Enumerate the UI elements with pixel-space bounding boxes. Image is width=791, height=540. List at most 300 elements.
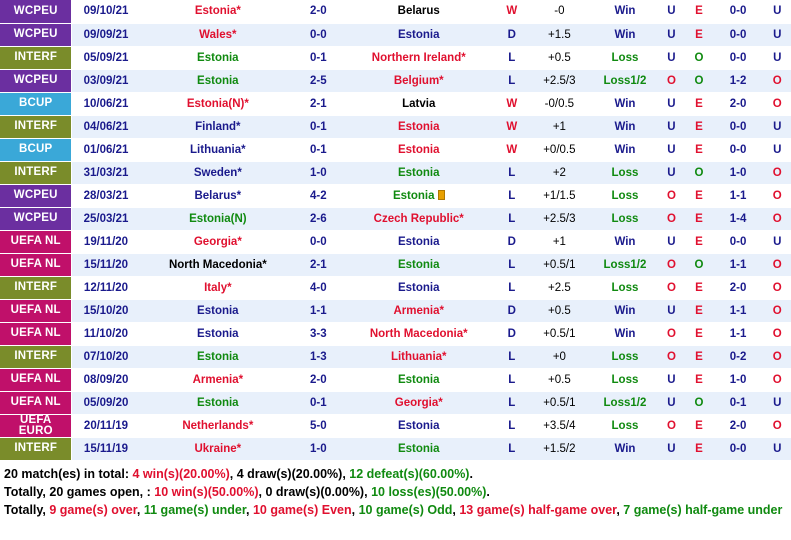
odd-even-flag: E <box>685 23 712 46</box>
table-row[interactable] <box>0 184 791 207</box>
over-under-flag: U <box>658 230 685 253</box>
competition-label[interactable]: WCPEU <box>0 69 72 92</box>
table-row[interactable] <box>0 276 791 299</box>
match-date: 04/06/21 <box>72 115 140 138</box>
table-row[interactable] <box>0 161 791 184</box>
summary-sep: , <box>364 484 372 499</box>
away-team[interactable] <box>340 230 497 253</box>
handicap-line: +0.5/1 <box>527 322 593 345</box>
home-team[interactable]: Armenia* <box>140 368 297 391</box>
handicap-result: Win <box>592 299 658 322</box>
summary-draws: 4 draw(s)(20.00%) <box>236 466 343 481</box>
competition-label[interactable]: WCPEU <box>0 0 72 23</box>
away-team-label: Czech Republic* <box>373 212 464 225</box>
yellow-card-icon <box>438 190 445 200</box>
half-time-score: 1-1 <box>713 322 764 345</box>
away-team-label: Estonia <box>397 28 440 41</box>
handicap-line: +1.5/2 <box>527 437 593 460</box>
away-team[interactable] <box>340 276 497 299</box>
home-team[interactable]: Estonia <box>140 69 297 92</box>
half-over-under-flag: O <box>763 253 791 276</box>
handicap-line: +2.5/3 <box>527 69 593 92</box>
win-draw-loss: L <box>497 161 527 184</box>
half-time-score: 0-0 <box>713 138 764 161</box>
away-team-label: Latvia <box>402 97 436 110</box>
handicap-result: Loss <box>592 161 658 184</box>
summary-total-prefix: 20 match(es) in total: <box>4 466 133 481</box>
home-team[interactable]: Georgia* <box>140 230 297 253</box>
summary-defeats: 12 defeat(s)(60.00%) <box>349 466 470 481</box>
summary-sep: , <box>136 502 144 517</box>
handicap-line: +2.5 <box>527 276 593 299</box>
away-team[interactable] <box>340 299 497 322</box>
handicap-result: Loss <box>592 414 658 437</box>
half-time-score: 0-0 <box>713 23 764 46</box>
away-team[interactable] <box>340 0 497 23</box>
half-time-score: 1-0 <box>713 368 764 391</box>
away-team[interactable] <box>340 115 497 138</box>
match-date: 01/06/21 <box>72 138 140 161</box>
away-team[interactable] <box>340 207 497 230</box>
handicap-line: +0.5/1 <box>527 391 593 414</box>
half-time-score: 1-0 <box>713 161 764 184</box>
match-score: 3-3 <box>296 322 340 345</box>
handicap-result: Loss <box>592 46 658 69</box>
match-score: 2-0 <box>296 0 340 23</box>
away-team[interactable] <box>340 184 497 207</box>
away-team-label: North Macedonia* <box>369 327 468 340</box>
odd-even-flag: E <box>685 276 712 299</box>
match-score: 1-1 <box>296 299 340 322</box>
summary-sep: , <box>229 466 237 481</box>
over-under-flag: U <box>658 0 685 23</box>
handicap-result: Win <box>592 138 658 161</box>
competition-label[interactable]: BCUP <box>0 138 72 161</box>
competition-label[interactable]: UEFA NL <box>0 253 72 276</box>
home-team[interactable]: Italy* <box>140 276 297 299</box>
table-row[interactable] <box>0 69 791 92</box>
summary-open-prefix: Totally, 20 games open, : <box>4 484 155 499</box>
match-date: 28/03/21 <box>72 184 140 207</box>
handicap-result: Loss <box>592 184 658 207</box>
match-score: 1-3 <box>296 345 340 368</box>
away-team[interactable] <box>340 368 497 391</box>
match-date: 25/03/21 <box>72 207 140 230</box>
odd-even-flag: E <box>685 299 712 322</box>
away-team[interactable] <box>340 69 497 92</box>
match-date: 09/09/21 <box>72 23 140 46</box>
odd-even-flag: E <box>685 230 712 253</box>
competition-label[interactable]: UEFA NL <box>0 391 72 414</box>
home-team[interactable]: Estonia <box>140 46 297 69</box>
win-draw-loss: W <box>497 92 527 115</box>
home-team[interactable]: Estonia(N) <box>140 207 297 230</box>
handicap-line: +1/1.5 <box>527 184 593 207</box>
home-team[interactable]: Estonia <box>140 391 297 414</box>
win-draw-loss: D <box>497 23 527 46</box>
summary-open-losses: 10 loss(es)(50.00%) <box>371 484 487 499</box>
table-row[interactable] <box>0 299 791 322</box>
odd-even-flag: E <box>685 345 712 368</box>
handicap-result: Win <box>592 437 658 460</box>
home-team[interactable]: Estonia <box>140 299 297 322</box>
odd-even-flag: E <box>685 207 712 230</box>
summary-end: . <box>469 466 473 481</box>
win-draw-loss: L <box>497 207 527 230</box>
away-team[interactable] <box>340 253 497 276</box>
half-over-under-flag: O <box>763 161 791 184</box>
match-score: 0-0 <box>296 230 340 253</box>
competition-label[interactable]: INTERF <box>0 115 72 138</box>
handicap-line: -0 <box>527 0 593 23</box>
table-row[interactable] <box>0 115 791 138</box>
summary-sep: , <box>258 484 266 499</box>
away-team-label: Armenia* <box>393 304 444 317</box>
table-row[interactable] <box>0 138 791 161</box>
summary-sep: , <box>342 466 350 481</box>
over-under-flag: U <box>658 115 685 138</box>
win-draw-loss: L <box>497 69 527 92</box>
handicap-line: +1 <box>527 230 593 253</box>
home-team[interactable]: Lithuania* <box>140 138 297 161</box>
half-time-score: 0-0 <box>713 437 764 460</box>
away-team-label: Belarus <box>397 5 440 18</box>
half-time-score: 1-1 <box>713 184 764 207</box>
table-row[interactable] <box>0 92 791 115</box>
competition-label[interactable]: WCPEU <box>0 207 72 230</box>
summary-end: . <box>486 484 490 499</box>
handicap-line: +3.5/4 <box>527 414 593 437</box>
away-team[interactable] <box>340 23 497 46</box>
away-team-label: Estonia <box>397 419 440 432</box>
win-draw-loss: L <box>497 276 527 299</box>
table-row[interactable] <box>0 437 791 460</box>
away-team[interactable] <box>340 391 497 414</box>
win-draw-loss: L <box>497 46 527 69</box>
half-time-score: 1-1 <box>713 299 764 322</box>
match-date: 03/09/21 <box>72 69 140 92</box>
summary-ou-prefix: Totally, <box>4 502 50 517</box>
match-date: 19/11/20 <box>72 230 140 253</box>
match-score: 2-6 <box>296 207 340 230</box>
match-score: 0-1 <box>296 115 340 138</box>
away-team-label: Estonia <box>397 166 440 179</box>
summary-half-under: 7 game(s) half-game under <box>623 502 783 517</box>
competition-label[interactable]: BCUP <box>0 92 72 115</box>
half-over-under-flag: O <box>763 414 791 437</box>
competition-label[interactable]: UEFA EURO <box>0 414 72 437</box>
summary-line-2 <box>4 483 787 501</box>
odd-even-flag: O <box>685 69 712 92</box>
table-row[interactable] <box>0 23 791 46</box>
over-under-flag: U <box>658 46 685 69</box>
competition-label[interactable]: UEFA NL <box>0 299 72 322</box>
summary-sep: , <box>616 502 624 517</box>
odd-even-flag: E <box>685 138 712 161</box>
summary-sep: , <box>452 502 460 517</box>
competition-label[interactable]: WCPEU <box>0 23 72 46</box>
table-row[interactable] <box>0 322 791 345</box>
summary-wins: 4 win(s)(20.00%) <box>132 466 230 481</box>
home-team[interactable]: Estonia <box>140 345 297 368</box>
away-team-label: Estonia <box>397 442 440 455</box>
table-row[interactable] <box>0 0 791 23</box>
half-over-under-flag: U <box>763 138 791 161</box>
win-draw-loss: L <box>497 184 527 207</box>
over-under-flag: U <box>658 23 685 46</box>
over-under-flag: U <box>658 368 685 391</box>
home-team[interactable]: Sweden* <box>140 161 297 184</box>
away-team-label: Estonia <box>392 189 435 202</box>
away-team[interactable] <box>340 345 497 368</box>
over-under-flag: O <box>658 345 685 368</box>
handicap-line: +1.5 <box>527 23 593 46</box>
half-over-under-flag: U <box>763 46 791 69</box>
half-time-score: 1-1 <box>713 253 764 276</box>
table-row[interactable] <box>0 391 791 414</box>
handicap-result: Loss <box>592 345 658 368</box>
summary-over: 9 game(s) over <box>49 502 137 517</box>
match-date: 08/09/20 <box>72 368 140 391</box>
odd-even-flag: E <box>685 92 712 115</box>
half-over-under-flag: U <box>763 0 791 23</box>
over-under-flag: O <box>658 207 685 230</box>
handicap-line: +2 <box>527 161 593 184</box>
over-under-flag: U <box>658 92 685 115</box>
handicap-result: Win <box>592 92 658 115</box>
match-date: 10/06/21 <box>72 92 140 115</box>
half-over-under-flag: U <box>763 23 791 46</box>
away-team[interactable] <box>340 138 497 161</box>
handicap-line: +0/0.5 <box>527 138 593 161</box>
away-team-label: Belgium* <box>393 74 444 87</box>
handicap-result: Loss1/2 <box>592 253 658 276</box>
summary-under: 11 game(s) under <box>143 502 246 517</box>
half-time-score: 2-0 <box>713 414 764 437</box>
win-draw-loss: L <box>497 345 527 368</box>
win-draw-loss: W <box>497 138 527 161</box>
away-team[interactable] <box>340 92 497 115</box>
away-team-label: Estonia <box>397 143 440 156</box>
win-draw-loss: L <box>497 437 527 460</box>
match-score: 4-0 <box>296 276 340 299</box>
table-row[interactable] <box>0 414 791 437</box>
table-row[interactable] <box>0 345 791 368</box>
away-team[interactable] <box>340 161 497 184</box>
table-row[interactable] <box>0 207 791 230</box>
handicap-result: Win <box>592 115 658 138</box>
match-score: 0-1 <box>296 391 340 414</box>
odd-even-flag: O <box>685 391 712 414</box>
over-under-flag: O <box>658 322 685 345</box>
handicap-line: -0/0.5 <box>527 92 593 115</box>
summary-open-draws: 0 draw(s)(0.00%) <box>265 484 365 499</box>
handicap-line: +0.5/1 <box>527 253 593 276</box>
over-under-flag: O <box>658 69 685 92</box>
match-score: 0-1 <box>296 46 340 69</box>
away-team-label: Northern Ireland* <box>371 51 466 64</box>
handicap-result: Loss1/2 <box>592 391 658 414</box>
odd-even-flag: E <box>685 368 712 391</box>
handicap-line: +0 <box>527 345 593 368</box>
home-team[interactable]: Netherlands* <box>140 414 297 437</box>
home-team[interactable]: Ukraine* <box>140 437 297 460</box>
home-team[interactable]: Wales* <box>140 23 297 46</box>
half-over-under-flag: O <box>763 207 791 230</box>
summary-line-1 <box>4 465 787 483</box>
match-date: 15/11/19 <box>72 437 140 460</box>
handicap-line: +0.5 <box>527 46 593 69</box>
odd-even-flag: E <box>685 184 712 207</box>
away-team[interactable] <box>340 414 497 437</box>
match-score: 0-1 <box>296 138 340 161</box>
match-score: 1-0 <box>296 437 340 460</box>
handicap-result: Loss1/2 <box>592 69 658 92</box>
competition-label[interactable]: INTERF <box>0 437 72 460</box>
half-over-under-flag: U <box>763 437 791 460</box>
match-date: 05/09/21 <box>72 46 140 69</box>
match-date: 11/10/20 <box>72 322 140 345</box>
odd-even-flag: E <box>685 0 712 23</box>
match-score: 2-0 <box>296 368 340 391</box>
half-over-under-flag: O <box>763 276 791 299</box>
half-over-under-flag: O <box>763 322 791 345</box>
summary-sep: , <box>246 502 253 517</box>
match-date: 31/03/21 <box>72 161 140 184</box>
over-under-flag: U <box>658 161 685 184</box>
over-under-flag: O <box>658 414 685 437</box>
half-time-score: 2-0 <box>713 276 764 299</box>
away-team-label: Estonia <box>397 281 440 294</box>
odd-even-flag: E <box>685 437 712 460</box>
match-score: 2-1 <box>296 253 340 276</box>
odd-even-flag: O <box>685 46 712 69</box>
odd-even-flag: O <box>685 253 712 276</box>
home-team[interactable]: Estonia* <box>140 0 297 23</box>
handicap-result: Win <box>592 322 658 345</box>
summary-sep: , <box>351 502 359 517</box>
summary-section <box>0 461 791 519</box>
over-under-flag: U <box>658 138 685 161</box>
handicap-result: Loss <box>592 207 658 230</box>
win-draw-loss: L <box>497 414 527 437</box>
handicap-result: Loss <box>592 368 658 391</box>
win-draw-loss: L <box>497 368 527 391</box>
match-date: 05/09/20 <box>72 391 140 414</box>
half-time-score: 2-0 <box>713 92 764 115</box>
home-team[interactable]: Estonia(N)* <box>140 92 297 115</box>
handicap-result: Loss <box>592 276 658 299</box>
match-date: 07/10/20 <box>72 345 140 368</box>
match-date: 20/11/19 <box>72 414 140 437</box>
over-under-flag: U <box>658 391 685 414</box>
match-score: 2-1 <box>296 92 340 115</box>
competition-label[interactable]: WCPEU <box>0 184 72 207</box>
win-draw-loss: L <box>497 391 527 414</box>
home-team[interactable]: Estonia <box>140 322 297 345</box>
competition-label[interactable]: INTERF <box>0 276 72 299</box>
competition-label[interactable]: INTERF <box>0 161 72 184</box>
over-under-flag: U <box>658 437 685 460</box>
competition-label[interactable]: UEFA NL <box>0 322 72 345</box>
away-team[interactable] <box>340 437 497 460</box>
home-team[interactable]: Belarus* <box>140 184 297 207</box>
half-time-score: 0-0 <box>713 46 764 69</box>
competition-label[interactable]: INTERF <box>0 46 72 69</box>
win-draw-loss: W <box>497 115 527 138</box>
odd-even-flag: E <box>685 414 712 437</box>
match-date: 15/11/20 <box>72 253 140 276</box>
half-time-score: 0-0 <box>713 115 764 138</box>
away-team-label: Estonia <box>397 235 440 248</box>
half-over-under-flag: U <box>763 115 791 138</box>
over-under-flag: O <box>658 253 685 276</box>
match-score: 0-0 <box>296 23 340 46</box>
win-draw-loss: D <box>497 299 527 322</box>
table-row[interactable] <box>0 230 791 253</box>
handicap-result: Win <box>592 0 658 23</box>
match-date: 12/11/20 <box>72 276 140 299</box>
summary-even: 10 game(s) Even <box>252 502 352 517</box>
summary-line-3 <box>4 501 787 519</box>
table-row[interactable] <box>0 253 791 276</box>
half-over-under-flag: U <box>763 230 791 253</box>
half-time-score: 1-4 <box>713 207 764 230</box>
home-team[interactable]: Finland* <box>140 115 297 138</box>
over-under-flag: O <box>658 184 685 207</box>
table-row[interactable] <box>0 46 791 69</box>
half-over-under-flag: O <box>763 92 791 115</box>
match-score: 5-0 <box>296 414 340 437</box>
competition-label[interactable]: UEFA NL <box>0 230 72 253</box>
home-team[interactable]: North Macedonia* <box>140 253 297 276</box>
handicap-result: Win <box>592 230 658 253</box>
match-date: 15/10/20 <box>72 299 140 322</box>
over-under-flag: O <box>658 276 685 299</box>
match-date: 09/10/21 <box>72 0 140 23</box>
table-row[interactable] <box>0 368 791 391</box>
odd-even-flag: E <box>685 115 712 138</box>
summary-odd: 10 game(s) Odd <box>358 502 453 517</box>
away-team-label: Lithuania* <box>390 350 447 363</box>
win-draw-loss: L <box>497 253 527 276</box>
competition-label[interactable]: INTERF <box>0 345 72 368</box>
match-score: 2-5 <box>296 69 340 92</box>
half-time-score: 0-2 <box>713 345 764 368</box>
win-draw-loss: D <box>497 322 527 345</box>
away-team-label: Estonia <box>397 258 440 271</box>
half-over-under-flag: U <box>763 391 791 414</box>
odd-even-flag: E <box>685 322 712 345</box>
half-over-under-flag: O <box>763 368 791 391</box>
competition-label[interactable]: UEFA NL <box>0 368 72 391</box>
away-team-label: Estonia <box>397 373 440 386</box>
half-over-under-flag: O <box>763 299 791 322</box>
half-over-under-flag: O <box>763 69 791 92</box>
match-score: 4-2 <box>296 184 340 207</box>
away-team-label: Georgia* <box>394 396 443 409</box>
match-score: 1-0 <box>296 161 340 184</box>
away-team[interactable] <box>340 322 497 345</box>
win-draw-loss: D <box>497 230 527 253</box>
half-over-under-flag: O <box>763 184 791 207</box>
handicap-line: +0.5 <box>527 368 593 391</box>
away-team-label: Estonia <box>397 120 440 133</box>
away-team[interactable] <box>340 46 497 69</box>
summary-open-wins: 10 win(s)(50.00%) <box>154 484 259 499</box>
half-over-under-flag: O <box>763 345 791 368</box>
over-under-flag: U <box>658 299 685 322</box>
